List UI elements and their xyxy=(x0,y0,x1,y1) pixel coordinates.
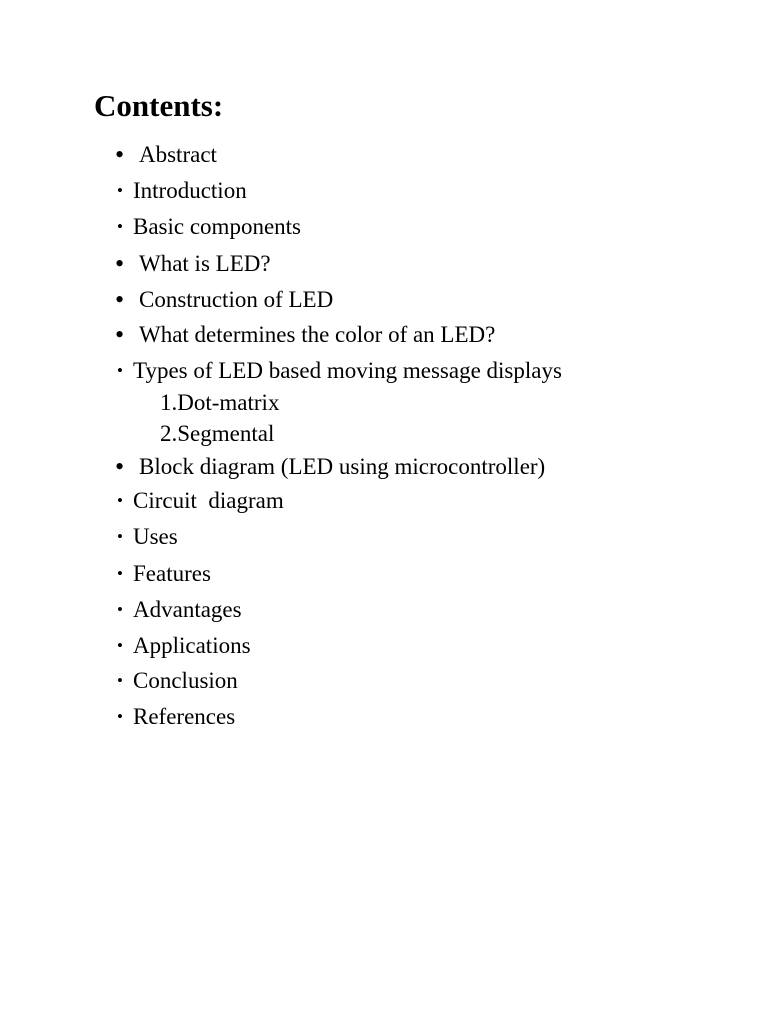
bullet-icon: • xyxy=(117,181,123,200)
bullet-icon: • xyxy=(117,707,123,726)
contents-subitem-segmental: 2.Segmental xyxy=(160,421,275,446)
contents-item-label: Construction of LED xyxy=(139,287,334,312)
contents-item-label: What is LED? xyxy=(139,251,271,276)
bullet-icon: • xyxy=(115,249,125,278)
contents-item-label: Block diagram (LED using microcontroller) xyxy=(139,454,546,479)
bullet-icon: • xyxy=(117,564,123,583)
bullet-icon: • xyxy=(115,320,125,349)
contents-item-label: Abstract xyxy=(139,142,217,167)
bullet-icon: • xyxy=(117,527,123,546)
contents-item-label: Circuit diagram xyxy=(133,488,284,513)
bullet-icon: • xyxy=(115,452,125,481)
contents-item-label: Types of LED based moving message displays xyxy=(133,358,562,383)
contents-item-label: Applications xyxy=(133,633,251,658)
bullet-icon: • xyxy=(117,217,123,236)
bullet-icon: • xyxy=(115,140,125,169)
contents-item-label: Features xyxy=(133,561,211,586)
bullet-icon: • xyxy=(117,636,123,655)
bullet-icon: • xyxy=(117,491,123,510)
bullet-icon: • xyxy=(117,671,123,690)
bullet-icon: • xyxy=(117,361,123,380)
contents-item-label: Advantages xyxy=(133,597,242,622)
contents-item-label: What determines the color of an LED? xyxy=(139,322,496,347)
contents-subitem-dot-matrix: 1.Dot-matrix xyxy=(160,390,280,415)
contents-item-label: Uses xyxy=(133,524,178,549)
bullet-icon: • xyxy=(115,285,125,314)
contents-item-label: Introduction xyxy=(133,178,247,203)
bullet-icon: • xyxy=(117,600,123,619)
contents-item-label: Conclusion xyxy=(133,668,238,693)
contents-item-label: References xyxy=(133,704,236,729)
contents-item-label: Basic components xyxy=(133,214,301,239)
contents-heading: Contents: xyxy=(94,88,224,123)
